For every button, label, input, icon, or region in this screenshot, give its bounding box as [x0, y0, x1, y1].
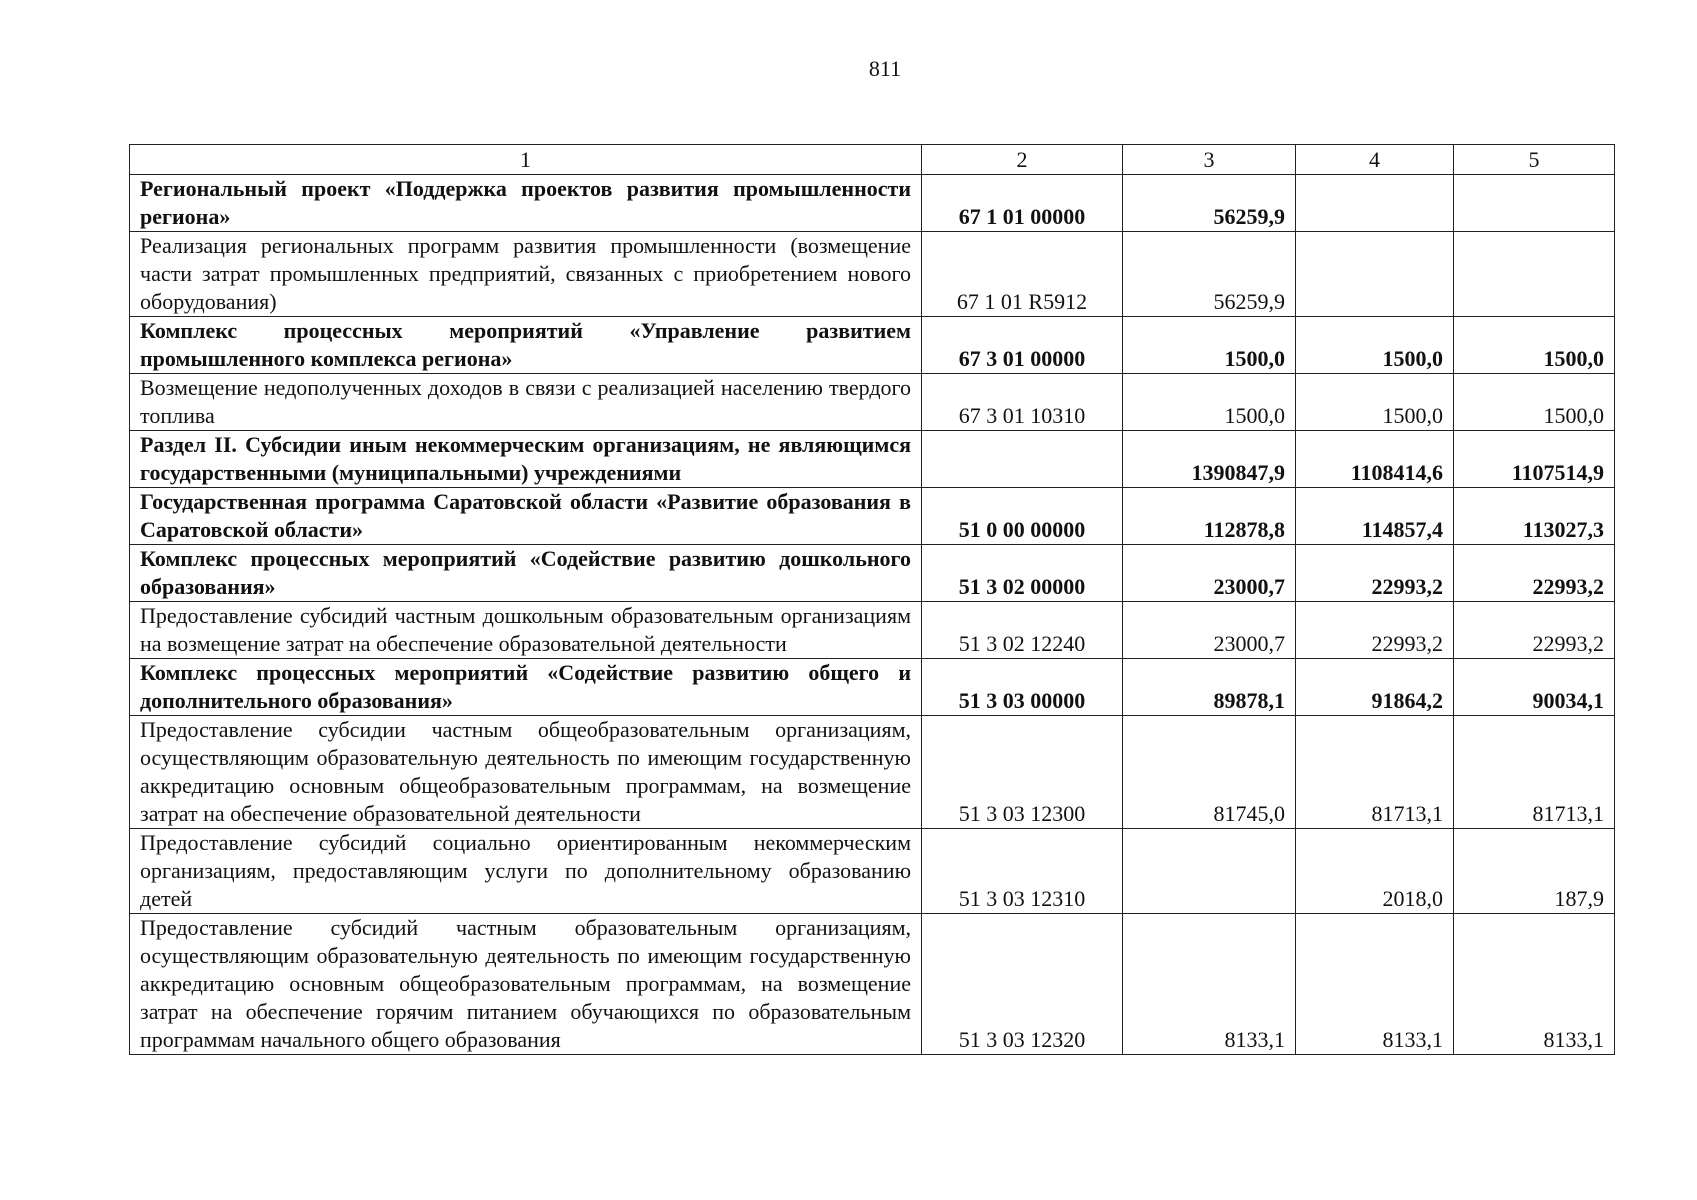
- row-value-col-4: 1500,0: [1296, 374, 1454, 431]
- row-name-cell: Предоставление субсидий частным образовательным организациям, осуществляющим образовательную деятельность по имеющим государственную аккредитацию основным общеобразовательным программам, на возмещение затрат на обеспечение горячим питанием обучающихся по образовательным программам начального общего образования: [130, 914, 922, 1055]
- row-value-col-5: 81713,1: [1454, 716, 1615, 829]
- header-col-5: 5: [1454, 145, 1615, 175]
- row-value-col-4: 22993,2: [1296, 602, 1454, 659]
- row-value-col-4: 2018,0: [1296, 829, 1454, 914]
- row-value-col-4: [1296, 232, 1454, 317]
- row-value-col-3: [1123, 829, 1296, 914]
- row-code-cell: 67 1 01 R5912: [922, 232, 1123, 317]
- table-row: [130, 488, 1615, 545]
- row-value-col-5: 1107514,9: [1454, 431, 1615, 488]
- row-value-col-5: 1500,0: [1454, 374, 1615, 431]
- row-code-cell: 51 3 03 12310: [922, 829, 1123, 914]
- row-name-cell: Комплекс процессных мероприятий «Содействие развитию общего и дополнительного образования»: [130, 659, 922, 716]
- row-value-col-5: [1454, 232, 1615, 317]
- row-name-cell: Предоставление субсидии частным общеобразовательным организациям, осуществляющим образовательную деятельность по имеющим государственную аккредитацию основным общеобразовательным программам, на возмещение затрат на обеспечение образовательной деятельности: [130, 716, 922, 829]
- row-name-cell: Реализация региональных программ развития промышленности (возмещение части затрат промышленных предприятий, связанных с приобретением нового оборудования): [130, 232, 922, 317]
- row-code-cell: 51 3 03 12320: [922, 914, 1123, 1055]
- row-value-col-3: 23000,7: [1123, 602, 1296, 659]
- page-number: 811: [868, 56, 902, 81]
- table-row: [130, 317, 1615, 374]
- table-row: [130, 431, 1615, 488]
- row-value-col-5: 1500,0: [1454, 317, 1615, 374]
- table-row: [130, 602, 1615, 659]
- row-value-col-5: 8133,1: [1454, 914, 1615, 1055]
- row-value-col-3: 112878,8: [1123, 488, 1296, 545]
- budget-table: [129, 144, 1615, 1055]
- row-name-cell: Государственная программа Саратовской области «Развитие образования в Саратовской области»: [130, 488, 922, 545]
- header-col-4: 4: [1296, 145, 1454, 175]
- table-row: [130, 829, 1615, 914]
- row-value-col-3: 1500,0: [1123, 317, 1296, 374]
- table-row: [130, 232, 1615, 317]
- row-value-col-5: 90034,1: [1454, 659, 1615, 716]
- table-header-row: [130, 145, 1615, 175]
- row-value-col-3: 56259,9: [1123, 175, 1296, 232]
- row-value-col-5: [1454, 175, 1615, 232]
- row-code-cell: 51 3 03 00000: [922, 659, 1123, 716]
- row-value-col-3: 1500,0: [1123, 374, 1296, 431]
- row-code-cell: 51 0 00 00000: [922, 488, 1123, 545]
- row-value-col-5: 187,9: [1454, 829, 1615, 914]
- row-code-cell: 51 3 02 00000: [922, 545, 1123, 602]
- row-name-cell: Региональный проект «Поддержка проектов развития промышленности региона»: [130, 175, 922, 232]
- row-value-col-4: 91864,2: [1296, 659, 1454, 716]
- row-name-cell: Предоставление субсидий частным дошкольным образовательным организациям на возмещение затрат на обеспечение образовательной деятельности: [130, 602, 922, 659]
- row-value-col-4: 81713,1: [1296, 716, 1454, 829]
- row-value-col-4: 8133,1: [1296, 914, 1454, 1055]
- row-code-cell: [922, 431, 1123, 488]
- row-code-cell: 67 3 01 10310: [922, 374, 1123, 431]
- row-value-col-3: 1390847,9: [1123, 431, 1296, 488]
- row-value-col-4: 22993,2: [1296, 545, 1454, 602]
- row-code-cell: 67 1 01 00000: [922, 175, 1123, 232]
- row-value-col-3: 56259,9: [1123, 232, 1296, 317]
- row-value-col-4: 1500,0: [1296, 317, 1454, 374]
- header-col-2: 2: [922, 145, 1123, 175]
- header-col-1: 1: [130, 145, 922, 175]
- row-name-cell: Предоставление субсидий социально ориентированным некоммерческим организациям, предоставляющим услуги по дополнительному образованию детей: [130, 829, 922, 914]
- row-name-cell: Комплекс процессных мероприятий «Содействие развитию дошкольного образования»: [130, 545, 922, 602]
- table-body: [130, 175, 1615, 1055]
- table-row: [130, 175, 1615, 232]
- row-value-col-3: 8133,1: [1123, 914, 1296, 1055]
- header-col-3: 3: [1123, 145, 1296, 175]
- row-value-col-3: 89878,1: [1123, 659, 1296, 716]
- table-row: [130, 914, 1615, 1055]
- row-value-col-5: 22993,2: [1454, 545, 1615, 602]
- table-row: [130, 374, 1615, 431]
- row-name-cell: Комплекс процессных мероприятий «Управление развитием промышленного комплекса региона»: [130, 317, 922, 374]
- row-value-col-5: 113027,3: [1454, 488, 1615, 545]
- table-row: [130, 716, 1615, 829]
- row-code-cell: 51 3 03 12300: [922, 716, 1123, 829]
- row-value-col-4: 114857,4: [1296, 488, 1454, 545]
- row-name-cell: Раздел II. Субсидии иным некоммерческим организациям, не являющимся государственными (муниципальными) учреждениями: [130, 431, 922, 488]
- row-value-col-4: [1296, 175, 1454, 232]
- row-value-col-5: 22993,2: [1454, 602, 1615, 659]
- row-value-col-3: 81745,0: [1123, 716, 1296, 829]
- row-value-col-3: 23000,7: [1123, 545, 1296, 602]
- row-code-cell: 51 3 02 12240: [922, 602, 1123, 659]
- row-name-cell: Возмещение недополученных доходов в связи с реализацией населению твердого топлива: [130, 374, 922, 431]
- table-row: [130, 545, 1615, 602]
- row-value-col-4: 1108414,6: [1296, 431, 1454, 488]
- table-row: [130, 659, 1615, 716]
- row-code-cell: 67 3 01 00000: [922, 317, 1123, 374]
